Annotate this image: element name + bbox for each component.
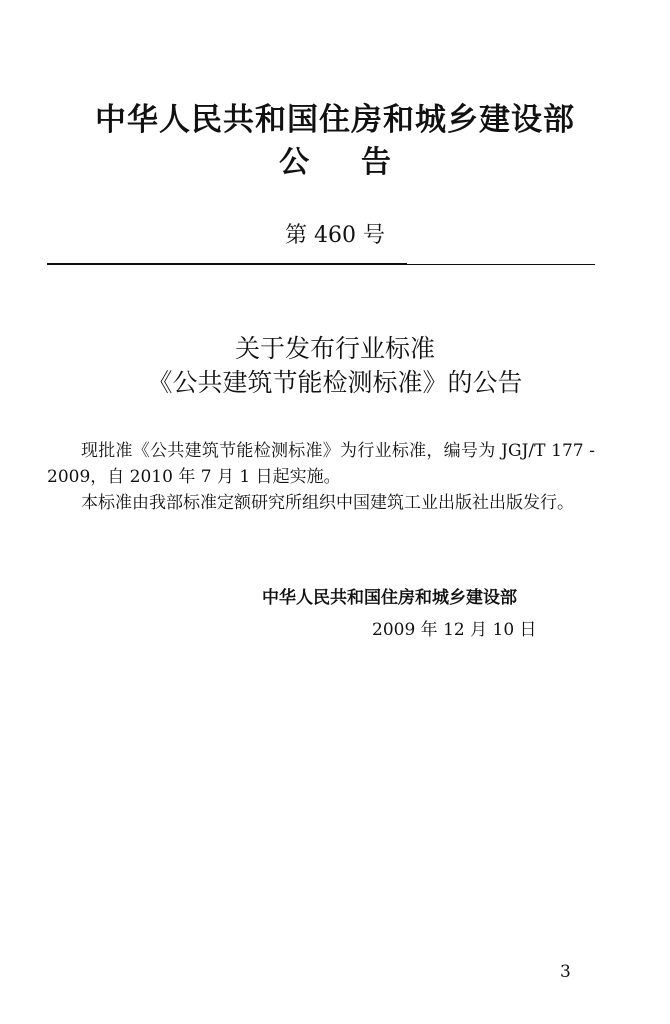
signature-date: 2009 年 12 月 10 日 xyxy=(372,620,537,640)
signature-organization: 中华人民共和国住房和城乡建设部 xyxy=(262,588,517,608)
announcement-body xyxy=(47,438,595,516)
announcement-title-line1: 关于发布行业标准 xyxy=(234,334,435,363)
body-paragraph: 现批准《公共建筑节能检测标准》为行业标准，编号为 JGJ/T 177 - 2009，自 2010 年 7 月 1 日起实施。 xyxy=(47,441,595,487)
page-number: 3 xyxy=(560,962,571,982)
divider-line-thick xyxy=(47,263,407,265)
notice-number: 第 460 号 xyxy=(285,223,385,248)
issuer-title: 中华人民共和国住房和城乡建设部 xyxy=(95,102,575,138)
announcement-title-line2: 《公共建筑节能检测标准》的公告 xyxy=(147,368,523,397)
body-paragraph: 本标准由我部标准定额研究所组织中国建筑工业出版社出版发行。 xyxy=(81,493,574,513)
notice-label: 公告 xyxy=(279,145,443,180)
